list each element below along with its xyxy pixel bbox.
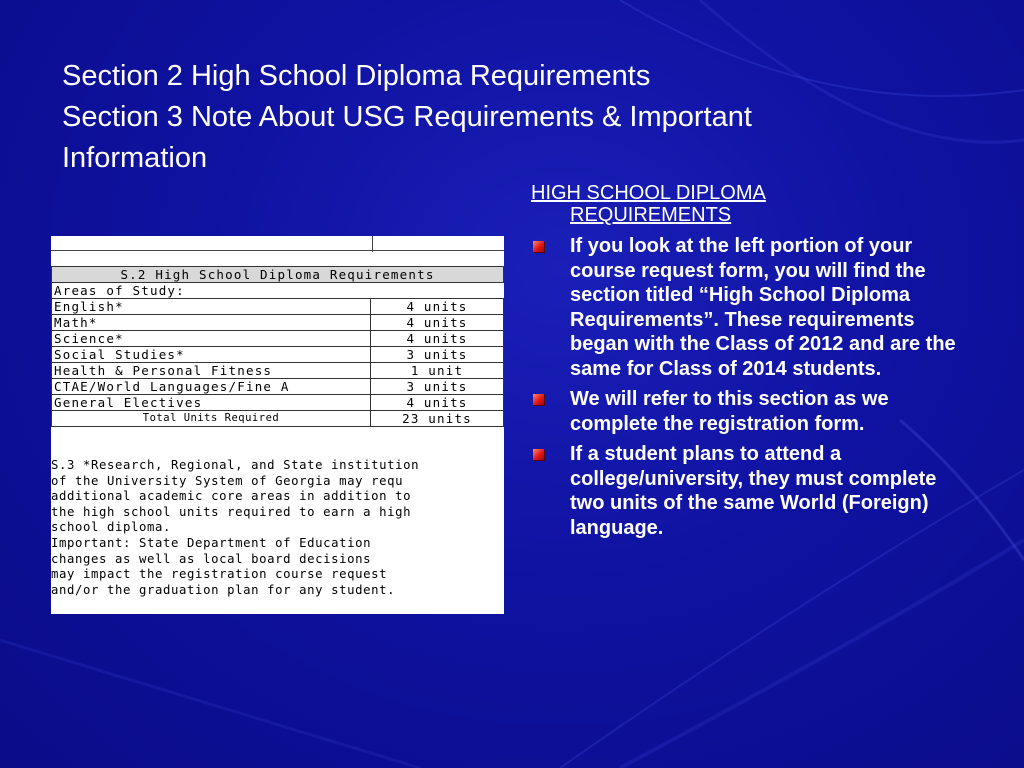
areas-label: Areas of Study: (52, 283, 504, 299)
form-notes (51, 458, 504, 598)
row-label: Social Studies* (52, 347, 371, 363)
table-row (52, 315, 504, 331)
table-row (52, 331, 504, 347)
red-square-bullet-icon (533, 394, 544, 405)
title-line-1: Section 2 High School Diploma Requirements (62, 60, 651, 92)
row-label: General Electives (52, 395, 371, 411)
row-value: 3 units (371, 379, 504, 395)
slide-body (531, 182, 971, 546)
row-label: English* (52, 299, 371, 315)
table-row (52, 395, 504, 411)
total-label: Total Units Required (52, 411, 371, 427)
bullet-text: If you look at the left portion of your course request form, you will find the section titled “High School Diploma Requirements”. These requirements began with the Class of 2012 and are the same for Class of 2014 students. (570, 235, 956, 380)
note-line: additional academic core areas in addition to (51, 489, 412, 504)
total-row (52, 411, 504, 427)
note-line: school diploma. (51, 520, 172, 535)
note-line: S.3 *Research, Regional, and State institution (51, 458, 420, 472)
title-line-2: Section 3 Note About USG Requirements & Important (62, 101, 752, 133)
course-request-form-excerpt (51, 236, 504, 614)
areas-row (52, 283, 504, 299)
note-line: changes as well as local board decisions (51, 551, 372, 566)
heading-line-2: REQUIREMENTS (570, 204, 732, 226)
heading-line-1: HIGH SCHOOL DIPLOMA (531, 182, 766, 204)
red-square-bullet-icon (533, 241, 544, 252)
table-header-row (52, 267, 504, 283)
title-line-3: Information (62, 142, 208, 174)
form-top-edge (51, 236, 504, 266)
row-label: Science* (52, 331, 371, 347)
red-square-bullet-icon (533, 449, 544, 460)
table-row (52, 363, 504, 379)
row-label: Math* (52, 315, 371, 331)
table-row (52, 379, 504, 395)
bullet-item (531, 442, 971, 540)
bullet-item (531, 234, 971, 381)
row-value: 4 units (371, 315, 504, 331)
bullet-text: If a student plans to attend a college/university, they must complete two units of the same World (Foreign) language. (570, 443, 937, 539)
note-line: the high school units required to earn a high (51, 504, 412, 519)
table-title: S.2 High School Diploma Requirements (52, 267, 504, 283)
bullet-text: We will refer to this section as we complete the registration form. (570, 388, 889, 435)
row-value: 4 units (371, 299, 504, 315)
bullet-item (531, 387, 971, 436)
row-value: 4 units (371, 395, 504, 411)
row-value: 3 units (371, 347, 504, 363)
row-value: 4 units (371, 331, 504, 347)
diploma-requirements-table (51, 266, 504, 427)
slide-title (62, 56, 962, 179)
total-value: 23 units (371, 411, 504, 427)
row-label: Health & Personal Fitness (52, 363, 371, 379)
table-row (52, 299, 504, 315)
note-line: of the University System of Georgia may requ (51, 473, 404, 488)
note-line: Important: State Department of Education (51, 535, 372, 550)
row-value: 1 unit (371, 363, 504, 379)
table-row (52, 347, 504, 363)
row-label: CTAE/World Languages/Fine A (52, 379, 371, 395)
body-heading (531, 182, 971, 226)
note-line: may impact the registration course request (51, 567, 388, 582)
note-line: and/or the graduation plan for any student. (51, 582, 396, 597)
